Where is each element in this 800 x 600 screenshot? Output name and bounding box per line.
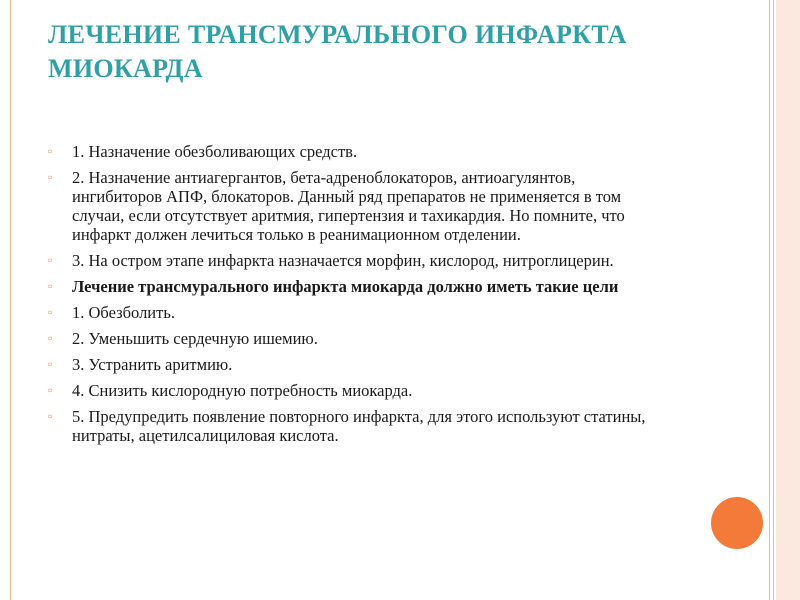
list-item-text: Лечение трансмурального инфаркта миокарда должно иметь такие цели	[72, 277, 619, 296]
slide-title: ЛЕЧЕНИЕ ТРАНСМУРАЛЬНОГО ИНФАРКТА МИОКАРДА	[48, 20, 627, 83]
decorative-line	[773, 0, 774, 600]
list-item	[48, 355, 668, 374]
bullet-icon: ▫	[48, 305, 53, 319]
list-item-text: 3. Устранить аритмию.	[72, 355, 233, 374]
bullet-icon: ▫	[48, 409, 53, 423]
list-item	[48, 329, 668, 348]
list-item	[48, 303, 668, 322]
bullet-icon: ▫	[48, 144, 53, 158]
list-item-text: 5. Предупредить появление повторного инфаркта, для этого используют статины, нитраты, ацетилсалициловая кислота.	[72, 407, 646, 445]
list-item-text: 4. Снизить кислородную потребность миокарда.	[72, 381, 413, 400]
list-item-text: 1. Назначение обезболивающих средств.	[72, 142, 358, 161]
list-item	[48, 168, 668, 244]
list-item-text: 2. Назначение антиагергантов, бета-адреноблокаторов, антиоагулянтов, ингибиторов АПФ, блокаторов. Данный ряд препаратов не применяется в том случаи, если отсутствует аритмия, гипертензия и тахикардия. Но помните, что инфаркт должен лечиться только в реанимационном отделении.	[72, 168, 625, 244]
slide-content	[48, 142, 668, 452]
list-item-text: 3. На остром этапе инфаркта назначается морфин, кислород, нитроглицерин.	[72, 251, 614, 270]
decorative-strip	[776, 0, 800, 600]
decorative-line	[769, 0, 770, 600]
bullet-icon: ▫	[48, 331, 53, 345]
list-item	[48, 142, 668, 161]
list-item	[48, 251, 668, 270]
bullet-icon: ▫	[48, 357, 53, 371]
decorative-circle	[711, 497, 763, 549]
bullet-icon: ▫	[48, 279, 53, 293]
list-item-text: 1. Обезболить.	[72, 303, 175, 322]
bullet-icon: ▫	[48, 170, 53, 184]
list-item	[48, 407, 668, 445]
section-heading	[48, 277, 668, 296]
list-item-text: 2. Уменьшить сердечную ишемию.	[72, 329, 318, 348]
list-item	[48, 381, 668, 400]
bullet-icon: ▫	[48, 383, 53, 397]
bullet-icon: ▫	[48, 253, 53, 267]
